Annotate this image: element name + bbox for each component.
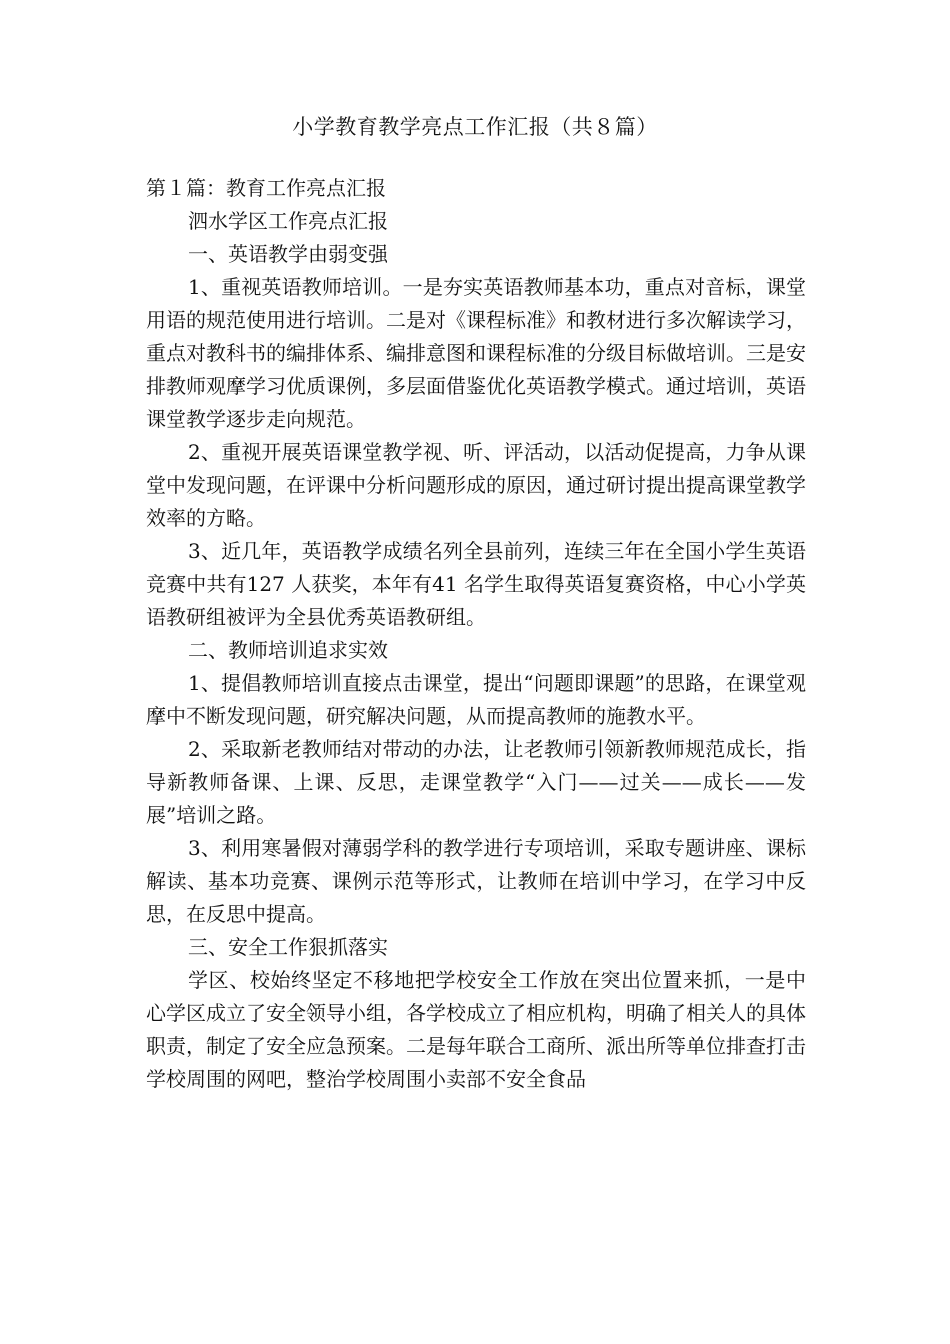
paragraph-training-1: 1、提倡教师培训直接点击课堂，提出“问题即课题”的思路，在课堂观摩中不断发现问题，研究解决问题，从而提高教师的施教水平。 (146, 671, 806, 728)
chapter-heading: 第１篇：教育工作亮点汇报 (146, 176, 386, 200)
paragraph-training-3: 3、利用寒暑假对薄弱学科的教学进行专项培训，采取专题讲座、课标解读、基本功竞赛、课例示范等形式，让教师在培训中学习，在学习中反思，在反思中提高。 (146, 836, 806, 926)
paragraph-training-2: 2、采取新老教师结对带动的办法，让老教师引领新教师规范成长，指导新教师备课、上课、反思，走课堂教学“入门——过关——成长——发展”培训之路。 (146, 737, 806, 827)
section-heading-training: 二、教师培训追求实效 (188, 638, 388, 662)
section-heading-english: 一、英语教学由弱变强 (188, 242, 388, 266)
report-subtitle: 泗水学区工作亮点汇报 (188, 209, 388, 233)
document-title: 小学教育教学亮点工作汇报（共８篇） (292, 115, 658, 139)
section-heading-safety: 三、安全工作狠抓落实 (188, 935, 388, 959)
paragraph-english-2: 2、重视开展英语课堂教学视、听、评活动，以活动促提高，力争从课堂中发现问题，在评课中分析问题形成的原因，通过研讨提出提高课堂教学效率的方略。 (146, 440, 806, 530)
paragraph-safety-1: 学区、校始终坚定不移地把学校安全工作放在突出位置来抓，一是中心学区成立了安全领导小组，各学校成立了相应机构，明确了相关人的具体职责，制定了安全应急预案。二是每年联合工商所、派出所等单位排查打击学校周围的网吧，整治学校周围小卖部不安全食品 (146, 968, 806, 1091)
paragraph-english-3: 3、近几年，英语教学成绩名列全县前列，连续三年在全国小学生英语竞赛中共有127 人获奖，本年有41 名学生取得英语复赛资格，中心小学英语教研组被评为全县优秀英语教研组。 (146, 539, 806, 629)
document-body (146, 172, 806, 1096)
paragraph-english-1: 1、重视英语教师培训。一是夯实英语教师基本功，重点对音标，课堂用语的规范使用进行培训。二是对《课程标准》和教材进行多次解读学习，重点对教科书的编排体系、编排意图和课程标准的分级目标做培训。三是安排教师观摩学习优质课例，多层面借鉴优化英语教学模式。通过培训，英语课堂教学逐步走向规范。 (146, 275, 806, 431)
